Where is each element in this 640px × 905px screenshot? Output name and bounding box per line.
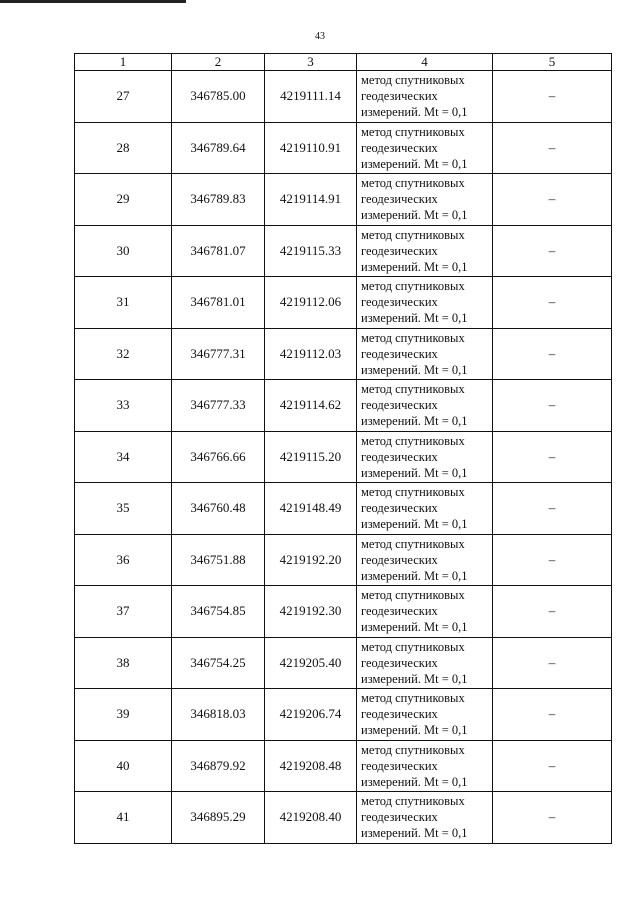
column-5-cell: – <box>493 586 612 638</box>
y-coordinate-cell: 4219205.40 <box>265 637 357 689</box>
method-line-1: метод спутниковых <box>361 382 465 397</box>
table-body <box>75 71 612 844</box>
x-coordinate-cell: 346754.85 <box>172 586 265 638</box>
point-number-cell: 38 <box>75 637 172 689</box>
table-row <box>75 174 612 226</box>
table-row <box>75 225 612 277</box>
method-line-2: геодезических <box>361 89 438 104</box>
y-coordinate-cell: 4219111.14 <box>265 71 357 123</box>
method-line-3: измерений. Mt = 0,1 <box>361 671 468 686</box>
top-rule <box>0 0 186 3</box>
column-header-5: 5 <box>493 54 612 71</box>
point-number-cell: 41 <box>75 792 172 844</box>
column-5-cell: – <box>493 637 612 689</box>
method-line-3: измерений. Mt = 0,1 <box>361 259 468 274</box>
table-row <box>75 740 612 792</box>
column-5-cell: – <box>493 225 612 277</box>
column-5-cell: – <box>493 534 612 586</box>
column-5-cell: – <box>493 328 612 380</box>
point-number-cell: 35 <box>75 483 172 535</box>
table-row <box>75 689 612 741</box>
method-line-2: геодезических <box>361 398 438 413</box>
column-header-4: 4 <box>357 54 493 71</box>
method-cell <box>357 277 493 329</box>
method-line-3: измерений. Mt = 0,1 <box>361 465 468 480</box>
y-coordinate-cell: 4219115.33 <box>265 225 357 277</box>
method-cell <box>357 740 493 792</box>
method-line-3: измерений. Mt = 0,1 <box>361 723 468 738</box>
column-5-cell: – <box>493 277 612 329</box>
y-coordinate-cell: 4219114.62 <box>265 380 357 432</box>
method-line-1: метод спутниковых <box>361 794 465 809</box>
table-row <box>75 586 612 638</box>
x-coordinate-cell: 346818.03 <box>172 689 265 741</box>
x-coordinate-cell: 346777.33 <box>172 380 265 432</box>
table-row <box>75 431 612 483</box>
y-coordinate-cell: 4219112.06 <box>265 277 357 329</box>
table-row <box>75 122 612 174</box>
method-line-3: измерений. Mt = 0,1 <box>361 774 468 789</box>
table-row <box>75 277 612 329</box>
x-coordinate-cell: 346789.83 <box>172 174 265 226</box>
method-line-3: измерений. Mt = 0,1 <box>361 620 468 635</box>
method-cell <box>357 483 493 535</box>
point-number-cell: 31 <box>75 277 172 329</box>
method-line-1: метод спутниковых <box>361 588 465 603</box>
y-coordinate-cell: 4219192.30 <box>265 586 357 638</box>
table-row <box>75 534 612 586</box>
method-line-3: измерений. Mt = 0,1 <box>361 105 468 120</box>
method-line-2: геодезических <box>361 346 438 361</box>
table-row <box>75 71 612 123</box>
x-coordinate-cell: 346895.29 <box>172 792 265 844</box>
method-line-1: метод спутниковых <box>361 176 465 191</box>
column-5-cell: – <box>493 122 612 174</box>
method-line-2: геодезических <box>361 140 438 155</box>
column-5-cell: – <box>493 174 612 226</box>
method-line-2: геодезических <box>361 707 438 722</box>
method-cell <box>357 689 493 741</box>
method-cell <box>357 586 493 638</box>
column-5-cell: – <box>493 792 612 844</box>
point-number-cell: 30 <box>75 225 172 277</box>
method-cell <box>357 71 493 123</box>
method-line-3: измерений. Mt = 0,1 <box>361 826 468 841</box>
y-coordinate-cell: 4219206.74 <box>265 689 357 741</box>
x-coordinate-cell: 346781.01 <box>172 277 265 329</box>
method-line-1: метод спутниковых <box>361 227 465 242</box>
point-number-cell: 36 <box>75 534 172 586</box>
x-coordinate-cell: 346777.31 <box>172 328 265 380</box>
method-line-2: геодезических <box>361 501 438 516</box>
method-line-1: метод спутниковых <box>361 742 465 757</box>
point-number-cell: 29 <box>75 174 172 226</box>
method-line-2: геодезических <box>361 810 438 825</box>
column-header-3: 3 <box>265 54 357 71</box>
method-line-1: метод спутниковых <box>361 279 465 294</box>
method-cell <box>357 534 493 586</box>
point-number-cell: 33 <box>75 380 172 432</box>
method-line-3: измерений. Mt = 0,1 <box>361 517 468 532</box>
x-coordinate-cell: 346785.00 <box>172 71 265 123</box>
column-5-cell: – <box>493 483 612 535</box>
method-line-1: метод спутниковых <box>361 485 465 500</box>
method-cell <box>357 122 493 174</box>
y-coordinate-cell: 4219110.91 <box>265 122 357 174</box>
x-coordinate-cell: 346781.07 <box>172 225 265 277</box>
method-line-3: измерений. Mt = 0,1 <box>361 568 468 583</box>
method-cell <box>357 225 493 277</box>
x-coordinate-cell: 346754.25 <box>172 637 265 689</box>
x-coordinate-cell: 346789.64 <box>172 122 265 174</box>
method-line-1: метод спутниковых <box>361 433 465 448</box>
method-line-3: измерений. Mt = 0,1 <box>361 414 468 429</box>
column-header-1: 1 <box>75 54 172 71</box>
table-row <box>75 483 612 535</box>
method-cell <box>357 637 493 689</box>
method-line-1: метод спутниковых <box>361 639 465 654</box>
method-line-2: геодезических <box>361 604 438 619</box>
method-cell <box>357 792 493 844</box>
method-line-2: геодезических <box>361 192 438 207</box>
y-coordinate-cell: 4219208.40 <box>265 792 357 844</box>
method-line-1: метод спутниковых <box>361 536 465 551</box>
coordinates-table <box>74 53 612 844</box>
y-coordinate-cell: 4219148.49 <box>265 483 357 535</box>
y-coordinate-cell: 4219115.20 <box>265 431 357 483</box>
method-line-1: метод спутниковых <box>361 124 465 139</box>
point-number-cell: 27 <box>75 71 172 123</box>
x-coordinate-cell: 346751.88 <box>172 534 265 586</box>
column-5-cell: – <box>493 380 612 432</box>
method-line-2: геодезических <box>361 449 438 464</box>
page-number: 43 <box>315 31 325 42</box>
point-number-cell: 37 <box>75 586 172 638</box>
x-coordinate-cell: 346766.66 <box>172 431 265 483</box>
method-line-2: геодезических <box>361 758 438 773</box>
table-row <box>75 380 612 432</box>
y-coordinate-cell: 4219208.48 <box>265 740 357 792</box>
y-coordinate-cell: 4219114.91 <box>265 174 357 226</box>
method-line-3: измерений. Mt = 0,1 <box>361 362 468 377</box>
method-line-2: геодезических <box>361 655 438 670</box>
method-line-2: геодезических <box>361 243 438 258</box>
method-line-3: измерений. Mt = 0,1 <box>361 208 468 223</box>
column-5-cell: – <box>493 431 612 483</box>
y-coordinate-cell: 4219112.03 <box>265 328 357 380</box>
column-5-cell: – <box>493 740 612 792</box>
column-5-cell: – <box>493 689 612 741</box>
method-cell <box>357 174 493 226</box>
method-cell <box>357 431 493 483</box>
column-header-2: 2 <box>172 54 265 71</box>
x-coordinate-cell: 346879.92 <box>172 740 265 792</box>
table-header-row <box>75 54 612 71</box>
method-line-1: метод спутниковых <box>361 691 465 706</box>
point-number-cell: 39 <box>75 689 172 741</box>
column-5-cell: – <box>493 71 612 123</box>
point-number-cell: 34 <box>75 431 172 483</box>
y-coordinate-cell: 4219192.20 <box>265 534 357 586</box>
method-cell <box>357 380 493 432</box>
point-number-cell: 40 <box>75 740 172 792</box>
method-line-3: измерений. Mt = 0,1 <box>361 156 468 171</box>
method-line-2: геодезических <box>361 295 438 310</box>
point-number-cell: 32 <box>75 328 172 380</box>
table-row <box>75 328 612 380</box>
table-row <box>75 637 612 689</box>
method-cell <box>357 328 493 380</box>
x-coordinate-cell: 346760.48 <box>172 483 265 535</box>
method-line-1: метод спутниковых <box>361 73 465 88</box>
method-line-3: измерений. Mt = 0,1 <box>361 311 468 326</box>
method-line-1: метод спутниковых <box>361 330 465 345</box>
table-row <box>75 792 612 844</box>
point-number-cell: 28 <box>75 122 172 174</box>
method-line-2: геодезических <box>361 552 438 567</box>
